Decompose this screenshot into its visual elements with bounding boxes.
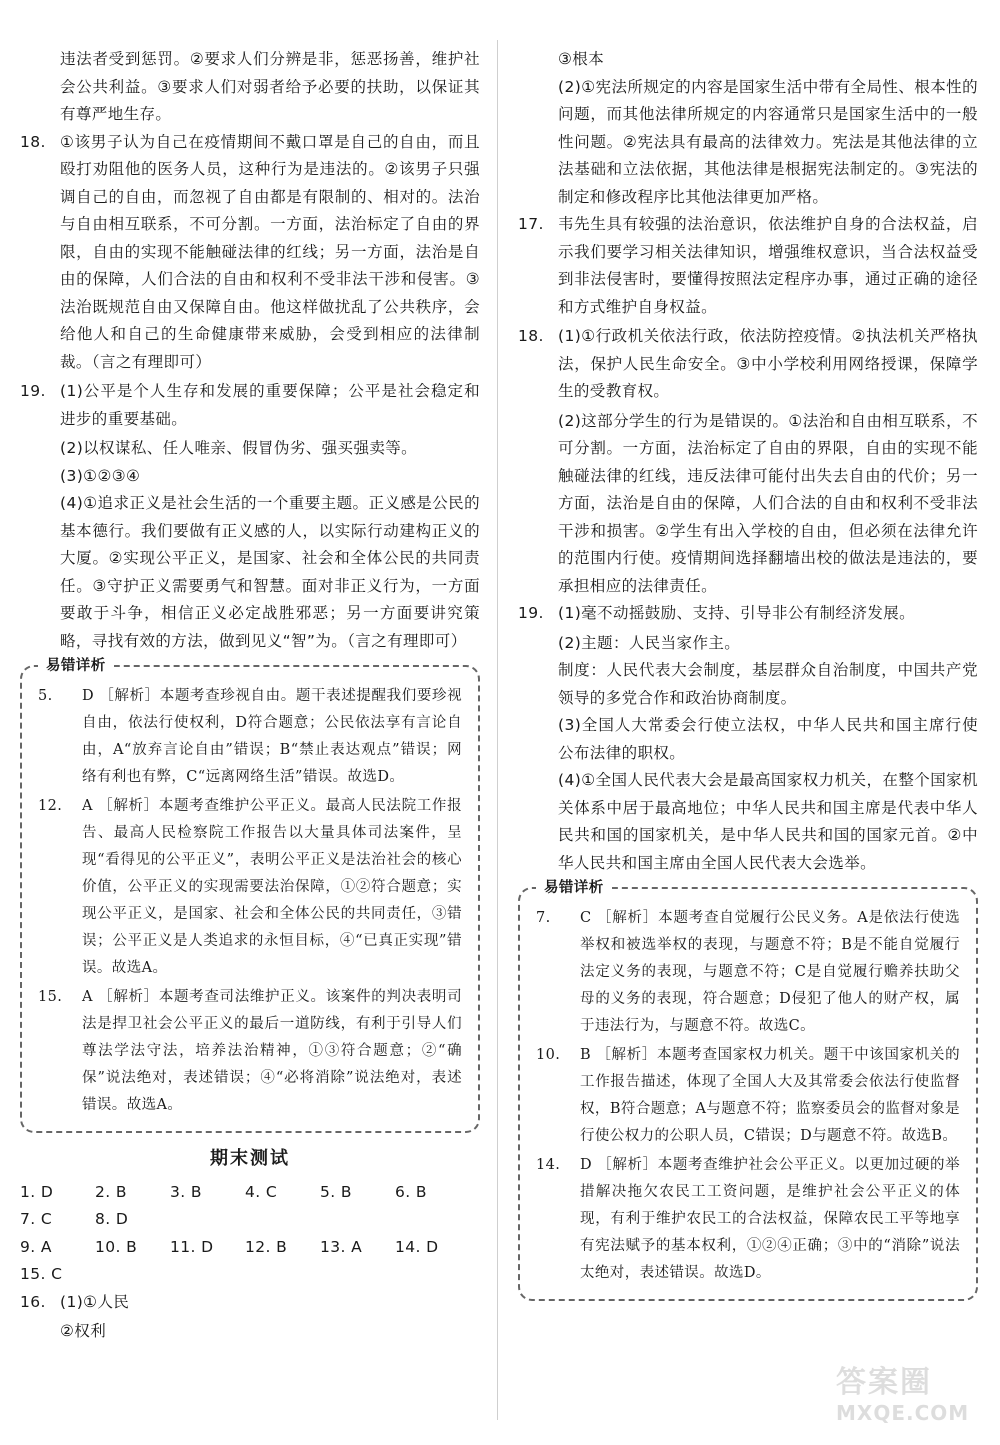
- item-number: 17.: [518, 215, 544, 233]
- column-divider: [497, 40, 498, 1420]
- answer-key-row: [20, 1179, 480, 1234]
- item-number: 12.: [38, 798, 63, 814]
- analysis-item: [536, 905, 960, 1040]
- sub-answer: (4)①全国人民代表大会是最高国家权力机关，在整个国家机关体系中居于最高地位；中华人民共和国主席是代表中华人民共和国的国家机关，是中华人民共和国的国家元首。②中华人民共和国主席由全国人民代表大会选举。: [558, 771, 978, 872]
- error-analysis-box: [20, 658, 480, 1133]
- answer-item-19: [20, 378, 480, 433]
- analysis-item: [38, 793, 462, 982]
- watermark-logo-text: 答案圈: [836, 1365, 932, 1400]
- answer-item-16: [20, 1289, 480, 1317]
- item-text: (1)①人民: [60, 1292, 130, 1311]
- item-text: D ［解析］本题考查维护社会公平正义。以更加过硬的举措解决拖欠农民工工资问题，是维护社会公平正义的体现，有利于维护农民工的合法权益，保障农民工平等地享有宪法赋予的基本权利，①②④正确；③中的“消除”说法太绝对，表述错误。故选D。: [580, 1157, 960, 1281]
- answer-key: 7. C: [20, 1210, 53, 1228]
- watermark-logo: [836, 1357, 986, 1437]
- answer-key: 12. B: [245, 1237, 288, 1256]
- right-column: [518, 46, 978, 1313]
- item-text: B ［解析］本题考查国家权力机关。题干中该国家机关的工作报告描述，体现了全国人大及其常委会依法行使监督权，B符合题意；A与题意不符；监察委员会的监督对象是行使公权力的公职人员，C错误；D与题意不符。故选B。: [580, 1047, 960, 1144]
- sub-answer: (2)主题：人民当家作主。: [558, 633, 741, 652]
- item-text: A ［解析］本题考查司法维护正义。该案件的判决表明司法是捍卫社会公平正义的最后一道防线，有利于引导人们尊法学法守法，培养法治精神，①③符合题意；②“确保”说法绝对，表述错误；④“必将消除”说法绝对，表述错误。故选A。: [82, 989, 462, 1113]
- analysis-item: [38, 984, 462, 1119]
- answer-key: 13. A: [320, 1237, 363, 1256]
- continued-text: ③根本: [558, 50, 605, 68]
- answer-key: 1. D: [20, 1182, 54, 1201]
- analysis-item: [38, 683, 462, 791]
- answer-key: 14. D: [395, 1237, 439, 1256]
- sub-answer: (2)这部分学生的行为是错误的。①法治和自由相互联系，不可分割。一方面，法治标定了自由的界限，自由的实现不能触碰法律的红线，违反法律可能付出失去自由的代价；另一方面，法治是自由的保障，人们合法的自由和权利不受非法干涉和损害。②学生有出入学校的自由，但必须在法律允许的范围内行使。疫情期间选择翻墙出校的做法是违法的，要承担相应的法律责任。: [558, 411, 978, 595]
- watermark-url: MXQE.COM: [836, 1401, 970, 1425]
- sub-answer: ②权利: [60, 1322, 107, 1340]
- sub-answer: (3)①②③④: [60, 466, 141, 485]
- item-text: (1)毫不动摇鼓励、支持、引导非公有制经济发展。: [558, 604, 916, 622]
- item-number: 19.: [20, 382, 46, 400]
- answer-item-18: [20, 129, 480, 377]
- item-number: 10.: [536, 1047, 561, 1063]
- section-title: 期末测试: [210, 1148, 290, 1169]
- item-text: (1)公平是个人生存和发展的重要保障；公平是社会稳定和进步的重要基础。: [60, 382, 480, 428]
- sub-answer: (2)①宪法所规定的内容是国家生活中带有全局性、根本性的问题，而其他法律所规定的内容通常只是国家生活中的一般性问题。②宪法具有最高的法律效力。宪法是其他法律的立法基础和立法依据，其他法律是根据宪法制定的。③宪法的制定和修改程序比其他法律更加严格。: [558, 77, 978, 206]
- answer-key: 3. B: [170, 1182, 202, 1201]
- error-analysis-box: [518, 880, 978, 1301]
- item-number: 7.: [536, 910, 551, 926]
- answer-key: 2. B: [95, 1182, 127, 1201]
- item-number: 16.: [20, 1292, 46, 1311]
- sub-answer: 制度：人民代表大会制度，基层群众自治制度，中国共产党领导的多党合作和政治协商制度。: [558, 661, 978, 707]
- answer-key: 9. A: [20, 1237, 52, 1256]
- sub-answer: (2)以权谋私、任人唯亲、假冒伪劣、强买强卖等。: [60, 439, 418, 457]
- item-text: A ［解析］本题考查维护公平正义。最高人民法院工作报告、最高人民检察院工作报告以大量具体司法案件，呈现“看得见的公平正义”，表明公平正义是法治社会的核心价值，公平正义的实现需要法治保障，①②符合题意；实现公平正义，是国家、社会和全体公民的共同责任，③错误；公平正义是人类追求的永恒目标，④“已真正实现”错误。故选A。: [82, 798, 462, 976]
- answer-item-17: [518, 211, 978, 321]
- answer-key: 15. C: [20, 1265, 63, 1283]
- item-number: 14.: [536, 1157, 561, 1173]
- item-text: C ［解析］本题考查自觉履行公民义务。A是依法行使选举权和被选举权的表现，与题意不符；B是不能自觉履行法定义务的表现，与题意不符；C是自觉履行赡养扶助父母的义务的表现，符合题意；D侵犯了他人的财产权，属于违法行为，与题意不符。故选C。: [580, 910, 960, 1034]
- item-text: (1)①行政机关依法行政，依法防控疫情。②执法机关严格执法，保护人民生命安全。③中小学校利用网络授课，保障学生的受教育权。: [558, 327, 978, 400]
- answer-key: 10. B: [95, 1237, 138, 1256]
- answer-item-19: [518, 600, 978, 628]
- item-number: 18.: [518, 327, 544, 345]
- answer-key: 8. D: [95, 1210, 129, 1228]
- answer-item-18: [518, 323, 978, 406]
- sub-answer: (3)全国人大常委会行使立法权，中华人民共和国主席行使公布法律的职权。: [558, 716, 978, 762]
- box-title: 易错详析: [38, 655, 114, 677]
- item-text: ①该男子认为自己在疫情期间不戴口罩是自己的自由，而且殴打劝阻他的医务人员，这种行为是违法的。②该男子只强调自己的自由，而忽视了自由都是有限制的、相对的。法治与自由相互联系，不可分割。一方面，法治标定了自由的界限，自由的实现不能触碰法律的红线；另一方面，法治是自由的保障，人们合法的自由和权利不受非法干涉和侵害。③法治既规范自由又保障自由。他这样做扰乱了公共秩序，会给他人和自己的生命健康带来威胁，会受到相应的法律制裁。（言之有理即可）: [60, 132, 480, 371]
- answer-key-row: [20, 1234, 480, 1289]
- item-number: 18.: [20, 132, 46, 151]
- left-column: [20, 46, 480, 1346]
- box-title: 易错详析: [536, 877, 612, 899]
- answer-key: 11. D: [170, 1237, 214, 1256]
- item-number: 5.: [38, 688, 53, 704]
- item-text: 韦先生具有较强的法治意识，依法维护自身的合法权益，启示我们要学习相关法律知识，增强维权意识，当合法权益受到非法侵害时，要懂得按照法定程序办事，通过正确的途径和方式维护自身权益。: [558, 215, 978, 316]
- answer-key: 6. B: [395, 1182, 427, 1201]
- answer-key: 4. C: [245, 1182, 278, 1201]
- continued-text: 违法者受到惩罚。②要求人们分辨是非，惩恶扬善，维护社会公共利益。③要求人们对弱者给予必要的扶助，以保证其有尊严地生存。: [60, 50, 480, 123]
- answer-key: 5. B: [320, 1182, 352, 1201]
- sub-answer: (4)①追求正义是社会生活的一个重要主题。正义感是公民的基本德行。我们要做有正义感的人，以实际行动建构正义的大厦。②实现公平正义，是国家、社会和全体公民的共同责任。③守护正义需要勇气和智慧。面对非正义行为，一方面要敢于斗争，相信正义必定战胜邪恶；另一方面要讲究策略，寻找有效的方法，做到见义“智”为。（言之有理即可）: [60, 494, 480, 650]
- item-number: 15.: [38, 989, 63, 1005]
- item-text: D ［解析］本题考查珍视自由。题干表述提醒我们要珍视自由，依法行使权利，D符合题意；公民依法享有言论自由，A“放弃言论自由”错误；B“禁止表达观点”错误；网络有利也有弊，C“远离网络生活”错误。故选D。: [82, 688, 462, 785]
- analysis-item: [536, 1042, 960, 1150]
- analysis-item: [536, 1152, 960, 1287]
- item-number: 19.: [518, 604, 544, 622]
